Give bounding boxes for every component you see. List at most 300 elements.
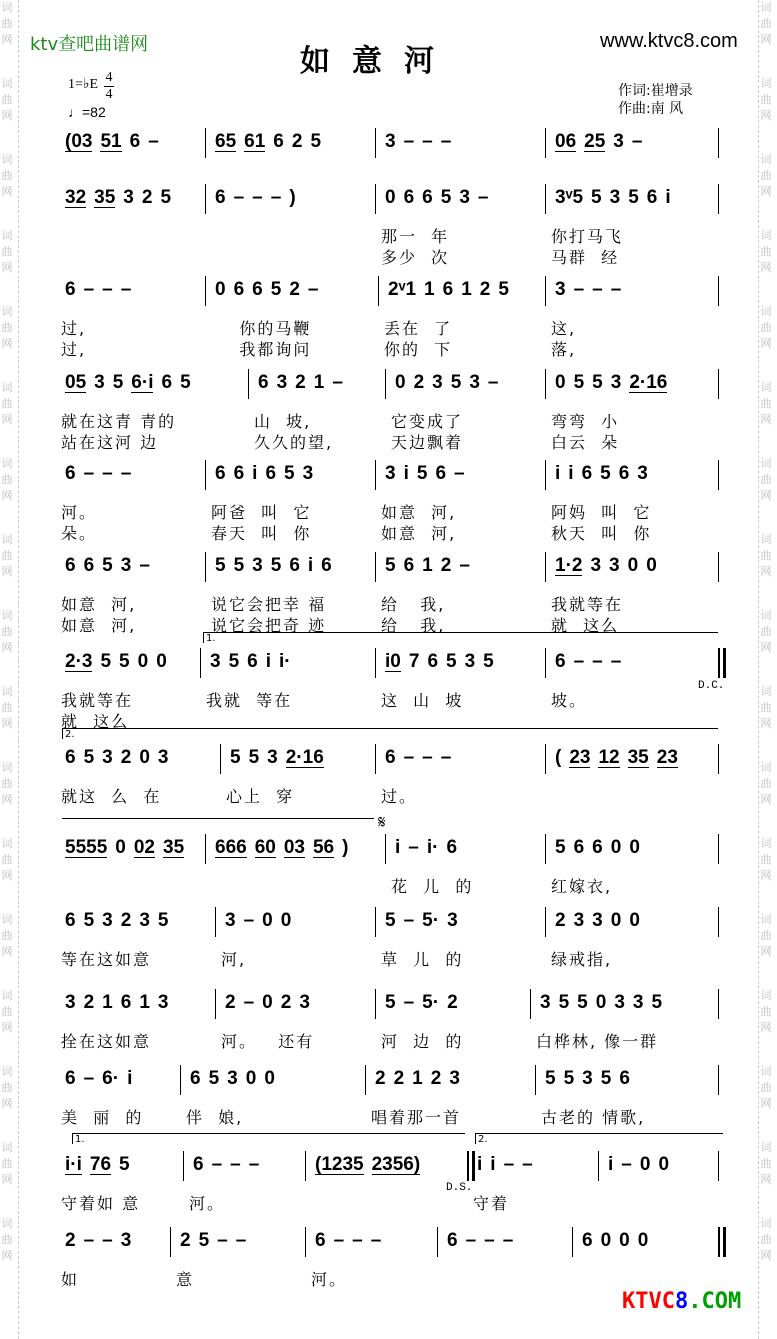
note-group: 60 [254, 837, 276, 858]
note-group: 5 [558, 992, 570, 1013]
barline [718, 369, 719, 399]
measure [545, 746, 718, 770]
note-group: 0 [262, 992, 273, 1013]
note-group: 2 [289, 279, 300, 300]
note-group: – [422, 131, 433, 152]
measure [180, 1067, 365, 1091]
note-group: 3 [590, 555, 602, 576]
note-group: 2356) [371, 1154, 421, 1175]
note-group: 3 [464, 651, 476, 672]
lyric-line-2: 给 我, [381, 616, 446, 635]
lyric-line-1: 白桦林, 像一群 [536, 1032, 659, 1051]
note-group: 3 [573, 910, 585, 931]
note-group: i [307, 555, 314, 576]
note-group: – [502, 1230, 514, 1251]
measure [545, 909, 718, 933]
time-top: 4 [105, 70, 113, 85]
note-group: 23 [656, 747, 678, 768]
note-group: 5 [270, 279, 282, 300]
lyric-line-2: 我都询问 [211, 340, 312, 359]
lyric-line-1: 你打马飞 [551, 227, 624, 246]
time-bottom: 4 [105, 87, 113, 102]
note-group: 2 [291, 131, 303, 152]
lyric-line-2: 过, [61, 340, 87, 359]
note-group: 3 [459, 187, 470, 208]
note-group: – [83, 463, 95, 484]
measure [55, 554, 205, 578]
note-group: 3 [252, 555, 263, 576]
note-group: 3 [555, 279, 566, 300]
note-group: – [459, 555, 470, 576]
note-group: – [592, 651, 603, 672]
site-url[interactable]: www.ktvc8.com [600, 30, 738, 52]
lyric-line-2: 说它会把奇 迹 [211, 616, 327, 635]
note-group: 6 [65, 555, 76, 576]
measure [55, 836, 205, 860]
note-group: 6 [442, 279, 454, 300]
note-group: 5 [230, 747, 241, 768]
lyric-line-1: 我就等在 [551, 595, 624, 614]
note-group: 5 [157, 910, 169, 931]
note-group: 1 [139, 992, 150, 1013]
note-group: 6 [161, 372, 173, 393]
note-group: – [503, 1154, 515, 1175]
note-group: 5 [385, 910, 396, 931]
note-group: 0 [139, 747, 150, 768]
note-group: 5 [555, 837, 566, 858]
note-group: 3 [267, 747, 278, 768]
note-group: – [484, 1230, 495, 1251]
note-group: 3 [637, 463, 648, 484]
lyric-line-1: 河。 [61, 503, 98, 522]
measure [305, 1229, 437, 1253]
lyric-line-1: 就在这青 青的 [61, 412, 177, 431]
watermark-text: 词曲网 [760, 1217, 772, 1262]
note-group: 2 [65, 1230, 76, 1251]
note-group: 5· [422, 992, 440, 1013]
lyric-line-1: 坡。 [551, 691, 588, 710]
note-group: 1 [424, 279, 435, 300]
watermark-column-right [758, 0, 777, 1339]
volta-2: 2. [62, 728, 718, 739]
note-group: 12 [598, 747, 620, 768]
note-group: – [477, 187, 489, 208]
note-group: 5 [180, 372, 191, 393]
note-group: 0 [245, 1068, 257, 1089]
note-group: 2ᵛ1 [388, 279, 417, 300]
note-group: – [573, 651, 585, 672]
note-group: – [592, 279, 603, 300]
measure [545, 186, 718, 210]
lyric-line-2: 春天 叫 你 [211, 524, 312, 543]
time-signature [104, 70, 114, 103]
lyric-line-1: 那一 年 [381, 227, 450, 246]
note-group: 5 [483, 651, 494, 672]
note-group: 3 [385, 463, 396, 484]
lyric-line-1: 阿爸 叫 它 [211, 503, 312, 522]
measure [205, 462, 375, 486]
barline [718, 1151, 719, 1181]
measure [55, 991, 215, 1015]
note-group: 6 [619, 1068, 630, 1089]
lyric-line-1: 这, [551, 319, 577, 338]
lyric-line-2: 多少 次 [381, 248, 450, 267]
note-group: 5 [284, 463, 295, 484]
note-group: 2·16 [285, 747, 324, 768]
note-group: – [352, 1230, 363, 1251]
lyric-line-2: 天边飘着 [391, 433, 464, 452]
lyric-line-2: 站在这河 边 [61, 433, 159, 452]
watermark-text: 词曲网 [760, 837, 772, 882]
lyric-line-2: 久久的望, [254, 433, 334, 452]
measure [205, 836, 385, 860]
note-group: 6 [252, 279, 263, 300]
lyric-line-1: 过, [61, 319, 87, 338]
note-group: 6 [190, 1068, 201, 1089]
note-group: 2·16 [629, 372, 668, 393]
composer-credit: 作曲:南 风 [618, 101, 684, 117]
note-group: 2 [83, 992, 95, 1013]
note-group: 5 [600, 463, 611, 484]
note-group: 5 [592, 372, 603, 393]
measure [248, 371, 385, 395]
note-group: 3ᵛ5 [555, 187, 584, 208]
measure [205, 186, 375, 210]
note-group: 1·2 [555, 555, 583, 576]
note-group: – [403, 910, 415, 931]
lyric-line-1: 我就等在 [61, 691, 134, 710]
watermark-text: 词曲网 [1, 533, 13, 578]
note-group: 1 [313, 372, 325, 393]
note-group: – [370, 1230, 382, 1251]
logo-c: C [661, 1289, 675, 1314]
note-group: ) [289, 187, 296, 208]
volta-2-ending: 2. [475, 1133, 723, 1144]
note-group: – [211, 1154, 223, 1175]
note-group: 6 [403, 555, 415, 576]
note-group: 1 [461, 279, 472, 300]
note-group: 5555 [65, 837, 108, 858]
note-group: 6 [65, 279, 76, 300]
lyric-line-1: 说它会把幸 福 [211, 595, 327, 614]
note-group: 5 [446, 651, 457, 672]
note-group: 6· [102, 1068, 120, 1089]
lyric-line-1: 心上 穿 [226, 787, 295, 806]
note-group: 3 [610, 372, 622, 393]
measure [545, 554, 718, 578]
dc-mark: D.C. [698, 680, 725, 692]
note-group: 2 [225, 992, 236, 1013]
lyric-line-1: 过。 [381, 787, 418, 806]
watermark-text: 词曲网 [760, 381, 772, 426]
measure [385, 836, 545, 860]
watermark-text: 词曲网 [760, 989, 772, 1034]
lyric-line-1: 如意 河, [61, 595, 137, 614]
measure [55, 186, 205, 210]
note-group: 6 [447, 1230, 458, 1251]
note-group: 6 [581, 463, 593, 484]
note-group: 1 [102, 992, 113, 1013]
watermark-text: 词曲网 [1, 989, 13, 1034]
note-group: 32 [65, 187, 87, 208]
lyric-line-1: 这 山 坡 [381, 691, 464, 710]
measure [535, 1067, 718, 1091]
note-group: 666 [215, 837, 247, 858]
note-group: 61 [244, 131, 266, 152]
note-group: 5 [119, 1154, 130, 1175]
note-group: – [148, 131, 159, 152]
note-group: 5 [83, 910, 95, 931]
lyric-line-1: 阿妈 叫 它 [551, 503, 652, 522]
note-group: – [440, 131, 452, 152]
note-group: – [230, 1154, 241, 1175]
lyric-line-1: 伴 娘, [186, 1108, 244, 1127]
watermark-text: 词曲网 [760, 305, 772, 350]
ds-mark: D.S. [446, 1182, 473, 1194]
note-group: 5 [112, 372, 124, 393]
note-group: – [422, 747, 433, 768]
note-group: 3 [276, 372, 288, 393]
lyric-line-1: 美 丽 的 [61, 1108, 144, 1127]
measure [545, 462, 718, 486]
note-group: 35 [94, 187, 116, 208]
measure [545, 278, 718, 302]
note-group: 6 [427, 651, 439, 672]
note-group: 3 [102, 910, 113, 931]
watermark-text: 词曲网 [1, 1, 13, 46]
note-group: 3 [449, 1068, 460, 1089]
measure [55, 1067, 180, 1091]
note-group: 6 [321, 555, 332, 576]
lyric-line-1: 河。 [311, 1270, 348, 1289]
note-group: – [270, 187, 282, 208]
lyric-line-1: 丢在 了 [384, 319, 453, 338]
measure [545, 130, 718, 154]
note-group: 5 [628, 187, 639, 208]
note-group: 5 [385, 992, 396, 1013]
note-group: 3 [385, 131, 396, 152]
watermark-text: 词曲网 [760, 609, 772, 654]
note-group: 6 [265, 463, 277, 484]
note-group: – [621, 1154, 632, 1175]
note-group: 0 [280, 910, 292, 931]
note-group: 6 [247, 651, 258, 672]
note-group: 5 [310, 131, 322, 152]
song-title: 如意河 [300, 44, 456, 79]
note-group: 5 [83, 747, 95, 768]
watermark-text: 词曲网 [1, 153, 13, 198]
lyric-line-1: 河。 还有 [221, 1032, 315, 1051]
note-group: 6 [233, 463, 245, 484]
note-group: – [487, 372, 499, 393]
measure [467, 1153, 598, 1177]
note-group: 6 [646, 187, 658, 208]
ktvc8-logo[interactable] [622, 1289, 741, 1314]
note-group: 6 [555, 651, 566, 672]
watermark-text: 词曲网 [760, 761, 772, 806]
note-group: – [307, 279, 319, 300]
note-group: 25 [584, 131, 606, 152]
lyric-line-1: 花 儿 的 [391, 877, 474, 896]
note-group: i· [426, 837, 439, 858]
lyric-line-1: 山 坡, [254, 412, 312, 431]
note-group: 2 [479, 279, 491, 300]
note-group: 5 [440, 187, 452, 208]
note-group: i· [279, 651, 291, 672]
measure [205, 554, 375, 578]
note-group: 6 [258, 372, 269, 393]
measure [378, 278, 545, 302]
note-group: 2 [393, 1068, 405, 1089]
lyric-line-1: 守着 [473, 1194, 510, 1213]
measure [375, 186, 545, 210]
note-group: 0 [639, 1154, 651, 1175]
measure [55, 1153, 183, 1177]
note-group: 6 [129, 131, 141, 152]
lyric-line-2: 如意 河, [381, 524, 457, 543]
note-group: 0 [600, 1230, 612, 1251]
note-group: 3 [609, 555, 620, 576]
note-group: 6 [385, 747, 396, 768]
note-group: – [403, 992, 415, 1013]
note-group: 6 [83, 555, 95, 576]
note-group: – [102, 1230, 113, 1251]
note-group: 6 [573, 837, 585, 858]
measure [305, 1153, 467, 1177]
note-group: 2 [120, 747, 132, 768]
note-group: 02 [133, 837, 155, 858]
site-name[interactable]: ktv查吧曲谱网 [30, 34, 149, 55]
note-group: 2 [280, 992, 292, 1013]
note-group: 0 [658, 1154, 670, 1175]
note-group: 5 [545, 1068, 556, 1089]
note-group: 5 [416, 463, 428, 484]
key-signature: 1=♭E [68, 77, 99, 92]
watermark-text: 词曲网 [1, 913, 13, 958]
note-group: 0 [262, 910, 273, 931]
note-group: 56 [312, 837, 335, 858]
barline [718, 460, 719, 490]
note-group: – [333, 1230, 345, 1251]
barline [718, 744, 719, 774]
lyric-line-1: 你的马鞭 [211, 319, 312, 338]
note-group: 0 [627, 555, 639, 576]
note-group: i [395, 837, 401, 858]
measure [598, 1153, 718, 1177]
lyric-line-1: 意 [176, 1270, 195, 1289]
segno-mark: 𝄋 [378, 812, 386, 833]
lyricist-credit: 作词:崔增录 [618, 83, 693, 99]
barline [718, 552, 719, 582]
note-group: 6 [65, 463, 76, 484]
note-group: 0 [595, 992, 607, 1013]
note-group: 2 [141, 187, 153, 208]
note-group: 3 [609, 187, 621, 208]
note-group: 3 [614, 992, 625, 1013]
lyric-line-1: 我就 等在 [206, 691, 293, 710]
note-group: ( [555, 747, 562, 768]
note-group: – [252, 187, 263, 208]
note-group: 6 [618, 463, 630, 484]
note-group: 0 [115, 837, 126, 858]
note-group: 5 [600, 1068, 612, 1089]
measure [55, 909, 215, 933]
note-group: 2·3 [65, 651, 93, 672]
measure [375, 554, 545, 578]
note-group: 2 [180, 1230, 191, 1251]
measure [183, 1153, 305, 1177]
measure [385, 371, 545, 395]
note-group: 3 [582, 1068, 593, 1089]
note-group: 2 [440, 555, 452, 576]
measure [375, 650, 545, 674]
lyric-line-2: 就 这么 [61, 712, 130, 731]
measure [365, 1067, 535, 1091]
note-group: – [120, 279, 132, 300]
note-group: 0 [610, 837, 622, 858]
lyric-line-2: 白云 朵 [551, 433, 620, 452]
note-group: 0 [629, 837, 640, 858]
note-group: 5 [577, 992, 588, 1013]
note-group: – [454, 463, 465, 484]
note-group: 23 [569, 747, 591, 768]
note-group: i [608, 1154, 614, 1175]
note-group: – [631, 131, 643, 152]
note-group: 6 [435, 463, 447, 484]
note-group: 3 [469, 372, 480, 393]
note-group: 6 [215, 463, 226, 484]
lyric-line-1: 给 我, [381, 595, 446, 614]
note-group: 35 [163, 837, 185, 858]
measure [220, 746, 375, 770]
note-group: i [403, 463, 409, 484]
note-group: 6 [233, 279, 245, 300]
watermark-text: 词曲网 [1, 1065, 13, 1110]
watermark-text: 词曲网 [1, 229, 13, 274]
note-group: 3 [157, 747, 169, 768]
note-group: – [83, 279, 95, 300]
barline [718, 989, 719, 1019]
watermark-text: 词曲网 [1, 609, 13, 654]
watermark-text: 词曲网 [760, 1065, 772, 1110]
note-group: 2 [120, 910, 132, 931]
lyric-line-1: 唱着那一首 [371, 1108, 462, 1127]
lyric-line-1: 河, [221, 950, 247, 969]
barline [718, 907, 719, 937]
note-group: – [83, 1068, 95, 1089]
note-group: 5 [248, 747, 260, 768]
note-group: 5 [102, 555, 113, 576]
measure [375, 746, 545, 770]
measure [530, 991, 718, 1015]
note-group: 0 [137, 651, 149, 672]
note-group: – [332, 372, 343, 393]
measure [200, 650, 375, 674]
note-group: 3 [123, 187, 134, 208]
note-group: i [555, 463, 561, 484]
barline [718, 128, 719, 158]
note-group: 0 [385, 187, 396, 208]
watermark-text: 词曲网 [1, 837, 13, 882]
note-group: 65 [215, 131, 237, 152]
note-group: 5 [233, 555, 245, 576]
volta-1-ending: 1. [72, 1133, 465, 1144]
note-group: 1 [422, 555, 433, 576]
lyric-line-1: 绿戒指, [551, 950, 613, 969]
note-group: 3 [157, 992, 169, 1013]
note-group: i [477, 1154, 483, 1175]
note-group: 0 [156, 651, 167, 672]
